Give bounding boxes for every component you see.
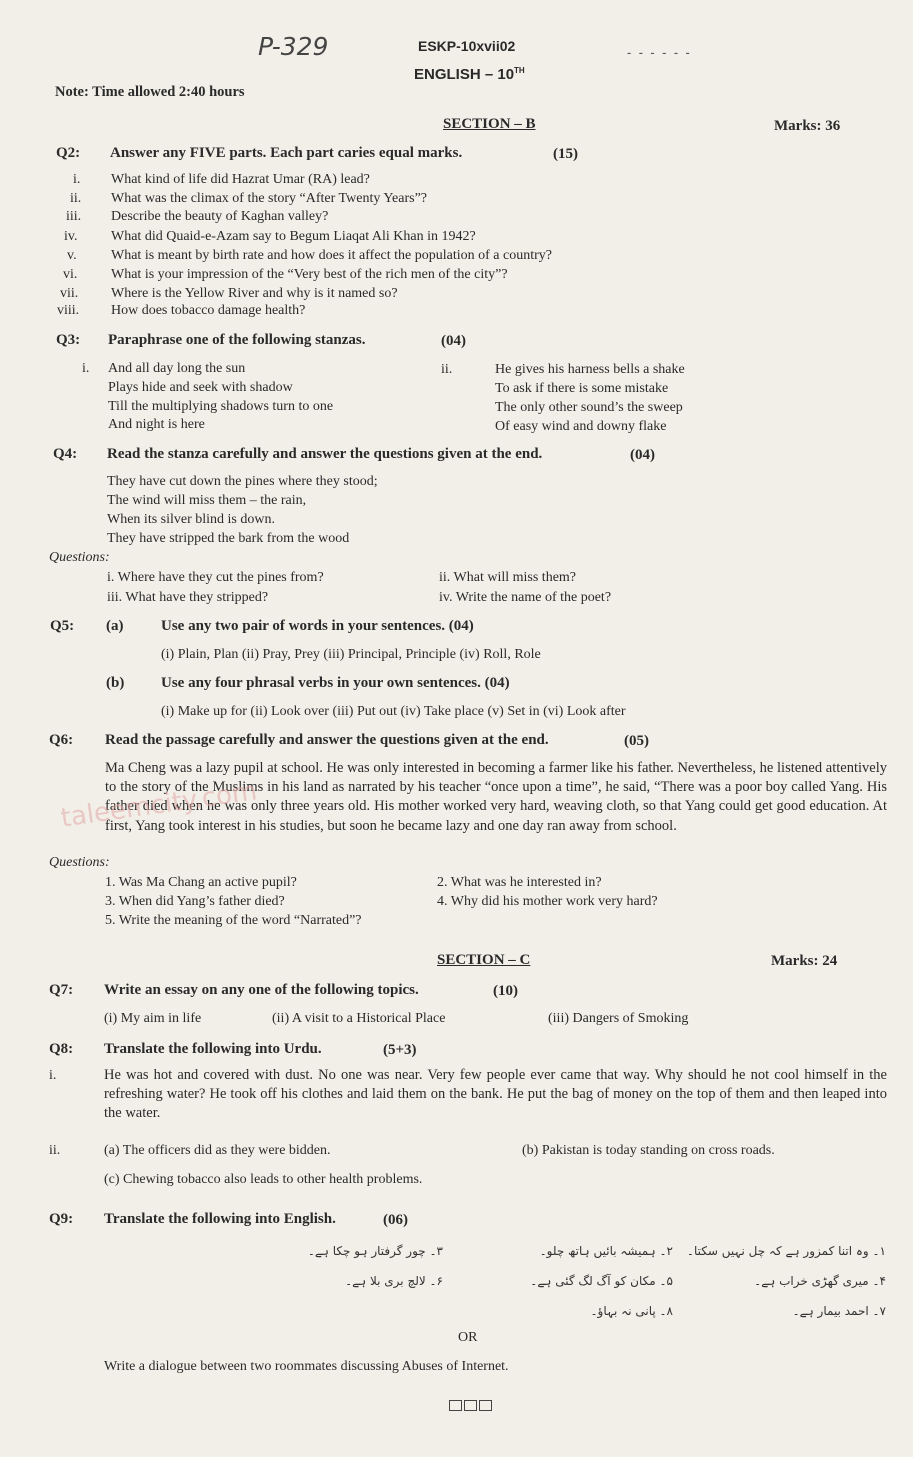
q5a-items: (i) Plain, Plan (ii) Pray, Prey (iii) Principal, Principle (iv) Roll, Role [161, 647, 541, 662]
q2-item-num: ii. [70, 191, 82, 206]
q4-number: Q4: [53, 446, 78, 462]
stanza-line: He gives his harness bells a shake [495, 362, 685, 377]
q6-question: 4. Why did his mother work very hard? [437, 894, 658, 909]
q8-marks: (5+3) [383, 1042, 417, 1058]
q5a-instruction: Use any two pair of words in your sentences. (04) [161, 618, 474, 634]
paper-subject [414, 66, 525, 83]
q4-marks: (04) [630, 447, 655, 463]
subject-text: ENGLISH – 10 [414, 66, 515, 83]
stanza-line: The only other sound’s the sweep [495, 400, 683, 415]
q2-item-num: viii. [57, 303, 80, 318]
section-b-title: SECTION – B [443, 116, 536, 132]
q4-instruction: Read the stanza carefully and answer the questions given at the end. [107, 446, 543, 462]
or-separator: OR [458, 1330, 478, 1345]
q2-item-num: iii. [66, 209, 82, 224]
urdu-sentence: ۳۔ چور گرفتار ہو چکا ہے۔ [307, 1244, 443, 1258]
stanza-line: Till the multiplying shadows turn to one [108, 399, 334, 414]
stanza-line: And all day long the sun [108, 361, 246, 376]
urdu-sentence: ۵۔ مکان کو آگ لگ گئی ہے۔ [530, 1274, 673, 1288]
q6-instruction: Read the passage carefully and answer the questions given at the end. [105, 732, 549, 748]
urdu-sentence: ۴۔ میری گھڑی خراب ہے۔ [754, 1274, 886, 1288]
essay-topic: (i) My aim in life [104, 1011, 202, 1026]
q9-alternative: Write a dialogue between two roommates discussing Abuses of Internet. [104, 1359, 509, 1374]
paper-code: ESKP-10xvii02 [418, 38, 516, 54]
q9-instruction: Translate the following into English. [104, 1211, 336, 1227]
q8-ii-c: (c) Chewing tobacco also leads to other health problems. [104, 1172, 423, 1187]
essay-topic: (ii) A visit to a Historical Place [272, 1011, 446, 1026]
stanza-line: To ask if there is some mistake [495, 381, 669, 396]
q8-instruction: Translate the following into Urdu. [104, 1041, 322, 1057]
q2-item-text: Where is the Yellow River and why is it named so? [111, 286, 398, 301]
q8-number: Q8: [49, 1041, 74, 1057]
q8-i-text: He was hot and covered with dust. No one was near. Very few people ever came that way. Why should he not cool himself in the refreshing water? He took off his clothes and laid them on the bank. He put the bag of money on the top of them and then leaped into the water. [104, 1067, 887, 1122]
urdu-sentence: ۲۔ ہمیشہ بائیں ہاتھ چلو۔ [539, 1244, 673, 1258]
q5b-instruction: Use any four phrasal verbs in your own sentences. (04) [161, 675, 510, 691]
q3-right-num: ii. [441, 362, 453, 377]
stanza-line: They have stripped the bark from the wood [107, 531, 350, 546]
q6-questions-label: Questions: [49, 855, 110, 870]
essay-topic: (iii) Dangers of Smoking [548, 1011, 689, 1026]
q8-ii-b: (b) Pakistan is today standing on cross roads. [522, 1143, 775, 1158]
q4-question: iii. What have they stripped? [107, 590, 269, 605]
q2-marks: (15) [553, 146, 578, 162]
q2-item-text: What was the climax of the story “After Twenty Years”? [111, 191, 427, 206]
q2-item-text: What did Quaid-e-Azam say to Begum Liaqat Ali Khan in 1942? [111, 229, 476, 244]
q2-item-text: What is meant by birth rate and how does it affect the population of a country? [111, 248, 552, 263]
stanza-line: When its silver blind is down. [107, 512, 275, 527]
q3-number: Q3: [56, 332, 81, 348]
q2-item-num: vi. [63, 267, 78, 282]
q8-ii-num: ii. [49, 1143, 61, 1158]
stanza-line: The wind will miss them – the rain, [107, 493, 307, 508]
q6-marks: (05) [624, 733, 649, 749]
q2-item-text: What kind of life did Hazrat Umar (RA) lead? [111, 172, 370, 187]
subject-sup: TH [514, 66, 525, 75]
q2-item-num: i. [73, 172, 81, 187]
stanza-line: And night is here [108, 417, 205, 432]
q2-item-num: iv. [64, 229, 78, 244]
q4-questions-label: Questions: [49, 550, 110, 565]
q4-question: ii. What will miss them? [439, 570, 577, 585]
q7-number: Q7: [49, 982, 74, 998]
q5b-items: (i) Make up for (ii) Look over (iii) Put out (iv) Take place (v) Set in (vi) Look after [161, 704, 626, 719]
q8-ii-a: (a) The officers did as they were bidden. [104, 1143, 331, 1158]
q7-instruction: Write an essay on any one of the following topics. [104, 982, 419, 998]
footer-marker-icon [449, 1398, 494, 1416]
q6-question: 3. When did Yang’s father died? [105, 894, 285, 909]
q2-instruction: Answer any FIVE parts. Each part caries equal marks. [110, 145, 463, 161]
q6-question: 5. Write the meaning of the word “Narrated”? [105, 913, 362, 928]
urdu-sentence: ۱۔ وہ اتنا کمزور ہے کہ چل نہیں سکتا۔ [686, 1244, 886, 1258]
q4-question: iv. Write the name of the poet? [439, 590, 612, 605]
section-c-title: SECTION – C [437, 952, 531, 968]
q6-question: 1. Was Ma Chang an active pupil? [105, 875, 297, 890]
q9-marks: (06) [383, 1212, 408, 1228]
urdu-sentence: ۸۔ پانی نہ بہاؤ۔ [590, 1304, 673, 1318]
urdu-sentence: ۶۔ لالچ بری بلا ہے۔ [345, 1274, 443, 1288]
stanza-line: Plays hide and seek with shadow [108, 380, 293, 395]
q9-number: Q9: [49, 1211, 74, 1227]
q2-item-num: v. [67, 248, 77, 263]
q2-item-num: vii. [60, 286, 79, 301]
q6-passage: Ma Cheng was a lazy pupil at school. He was only interested in becoming a farmer like his father. Nevertheless, he listened attentively to the story of the Muslims in his land as narrated by his teacher “once upon a time”, he said, “There was a poor boy called Yang. His father died when he was only three years old. His mother worked very hard, weaving cloth, so that Yang could get good education. At first, Yang took interest in his studies, but soon he became lazy and one day ran away from school. [105, 760, 887, 834]
q3-left-num: i. [82, 361, 90, 376]
q2-item-text: Describe the beauty of Kaghan valley? [111, 209, 329, 224]
handwritten-code: P-329 [258, 32, 329, 61]
q2-item-text: How does tobacco damage health? [111, 303, 306, 318]
q2-item-text: What is your impression of the “Very best of the rich men of the city”? [111, 267, 508, 282]
q7-marks: (10) [493, 983, 518, 999]
stanza-line: They have cut down the pines where they stood; [107, 474, 378, 489]
q5b-label: (b) [106, 675, 125, 691]
section-b-marks: Marks: 36 [774, 118, 841, 134]
q6-question: 2. What was he interested in? [437, 875, 602, 890]
time-note: Note: Time allowed 2:40 hours [55, 84, 245, 100]
q2-number: Q2: [56, 145, 81, 161]
q3-instruction: Paraphrase one of the following stanzas. [108, 332, 366, 348]
section-c-marks: Marks: 24 [771, 953, 838, 969]
q6-number: Q6: [49, 732, 74, 748]
q8-i-num: i. [49, 1068, 57, 1083]
q5a-label: (a) [106, 618, 124, 634]
urdu-sentence: ۷۔ احمد بیمار ہے۔ [792, 1304, 886, 1318]
q5-number: Q5: [50, 618, 75, 634]
q3-marks: (04) [441, 333, 466, 349]
watermark-stamp: taleemcity.com [58, 776, 259, 834]
stanza-line: Of easy wind and downy flake [495, 419, 667, 434]
urdu-top-mark: ۔ ۔ ۔ ۔ ۔ ۔ [625, 43, 692, 58]
q4-question: i. Where have they cut the pines from? [107, 570, 324, 585]
